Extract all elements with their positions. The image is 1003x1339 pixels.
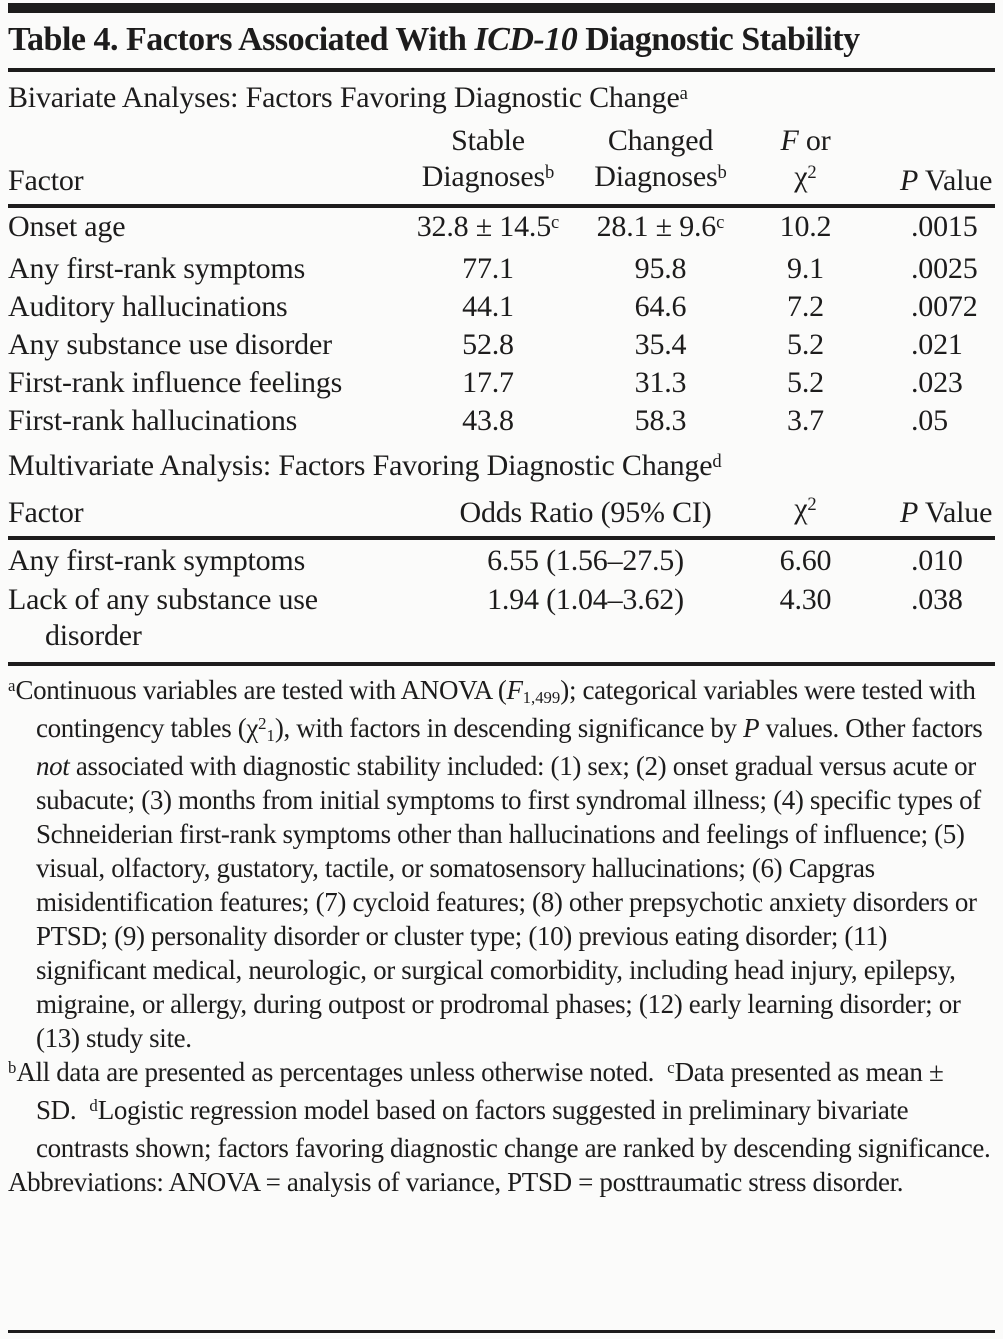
footnote-b-c-d: $^b$All data are presented as percentages unless otherwise noted. $^c$Data presented as mean ± SD. $^d$Logistic regression model based on factors suggested in preliminary bivariate contrasts shown; factors favoring diagnostic change are ranked by descending significance.: [8, 1057, 991, 1163]
table-row: [8, 250, 995, 288]
bivariate-table-header: [8, 123, 995, 206]
odds-ratio-cell: 6.55 (1.56–27.5): [487, 544, 684, 577]
p-value-cell: .023: [911, 366, 963, 399]
changed-cell: 64.6: [634, 290, 687, 323]
odds-ratio-cell: 1.94 (1.04–3.62): [487, 583, 684, 616]
col-header-factor: Factor: [8, 491, 413, 538]
stable-cell: 32.8 ± 14.5$^c$: [416, 210, 560, 243]
stable-cell: 52.8: [462, 328, 514, 361]
multivariate-table-header: [8, 491, 995, 538]
chi2-cell: 4.30: [779, 583, 832, 616]
stable-cell: 17.7: [462, 366, 514, 399]
p-value-cell: .05: [911, 404, 948, 437]
p-value-cell: .0025: [911, 252, 978, 285]
table-title: Table 4. Factors Associated With ICD-10 Diagnostic Stability: [8, 13, 995, 72]
multivariate-table: [8, 491, 995, 654]
p-value-cell: .038: [911, 583, 963, 616]
col-header-odds-ratio: Odds Ratio (95% CI): [413, 491, 758, 538]
factor-cell: First-rank hallucinations: [8, 404, 298, 437]
factor-cell: Any first-rank symptoms: [8, 252, 306, 285]
top-rule: [8, 3, 995, 13]
table-row: [8, 538, 995, 579]
col-header-factor: Factor: [8, 123, 413, 206]
col-header-p-value: P Value: [853, 123, 995, 206]
factor-cell: Any first-rank symptoms: [8, 544, 306, 577]
table-row: [8, 402, 995, 440]
footnote-abbreviations: Abbreviations: ANOVA = analysis of variance, PTSD = posttraumatic stress disorder.: [8, 1167, 904, 1197]
changed-cell: 28.1 ± 9.6$^c$: [596, 210, 725, 243]
p-value-cell: .010: [911, 544, 963, 577]
table-row: [8, 206, 995, 250]
factor-cell: First-rank influence feelings: [8, 366, 343, 399]
p-value-cell: .0072: [911, 290, 978, 323]
changed-cell: 31.3: [634, 366, 687, 399]
col-header-f-or-chi2: F or $\chi^2$: [758, 123, 853, 206]
bottom-rule: [8, 1330, 995, 1333]
p-value-cell: .0015: [911, 210, 978, 243]
chi2-cell: 6.60: [779, 544, 832, 577]
changed-cell: 58.3: [634, 404, 687, 437]
table-row: [8, 326, 995, 364]
f-chi2-cell: 9.1: [787, 252, 824, 285]
f-chi2-cell: 10.2: [779, 210, 832, 243]
factor-cell: Lack of any substance use disorder: [8, 583, 318, 652]
multivariate-table-wrap: [8, 491, 995, 666]
table-row: [8, 579, 995, 654]
multivariate-section-heading: Multivariate Analysis: Factors Favoring Diagnostic Change$^d$: [8, 449, 722, 482]
stable-cell: 77.1: [462, 252, 514, 285]
f-chi2-cell: 7.2: [787, 290, 824, 323]
col-header-changed-diagnoses: Changed Diagnoses$^b$: [563, 123, 758, 206]
f-chi2-cell: 5.2: [787, 328, 824, 361]
footnotes: [8, 666, 995, 1199]
p-value-cell: .021: [911, 328, 963, 361]
factor-cell: Onset age: [8, 210, 126, 243]
col-header-stable-diagnoses: Stable Diagnoses$^b$: [413, 123, 563, 206]
stable-cell: 44.1: [462, 290, 514, 323]
stable-cell: 43.8: [462, 404, 514, 437]
col-header-p-value: P Value: [853, 491, 995, 538]
table-row: [8, 288, 995, 326]
bivariate-section-heading: Bivariate Analyses: Factors Favoring Diagnostic Change$^a$: [8, 81, 688, 114]
bivariate-table: [8, 123, 995, 440]
footnote-a: $^a$Continuous variables are tested with ANOVA $(F_{1,499})$; categorical variables were tested with contingency tables $(\chi^2_1)$, with factors in descending significance by P values. Other factors not associated with diagnostic stability included: (1) sex; (2) onset gradual versus acute or subacute; (3) months from initial symptoms to first syndromal illness; (4) specific types of Schneiderian first-rank symptoms other than hallucinations and feelings of influence; (5) visual, olfactory, gustatory, tactile, or somatosensory hallucinations; (6) Capgras misidentification features; (7) cycloid features; (8) other prepsychotic anxiety disorders or PTSD; (9) personality disorder or cluster type; (10) previous eating disorder; (11) significant medical, neurologic, or surgical comorbidity, including head injury, epilepsy, migraine, or allergy, during outpost or prodromal phases; (12) early learning disorder; or (13) study site.: [8, 675, 983, 1053]
factor-cell: Any substance use disorder: [8, 328, 332, 361]
factor-cell: Auditory hallucinations: [8, 290, 288, 323]
changed-cell: 35.4: [634, 328, 687, 361]
table-row: [8, 364, 995, 402]
f-chi2-cell: 5.2: [787, 366, 824, 399]
changed-cell: 95.8: [634, 252, 687, 285]
col-header-chi2: $\chi^2$: [758, 491, 853, 538]
f-chi2-cell: 3.7: [787, 404, 824, 437]
